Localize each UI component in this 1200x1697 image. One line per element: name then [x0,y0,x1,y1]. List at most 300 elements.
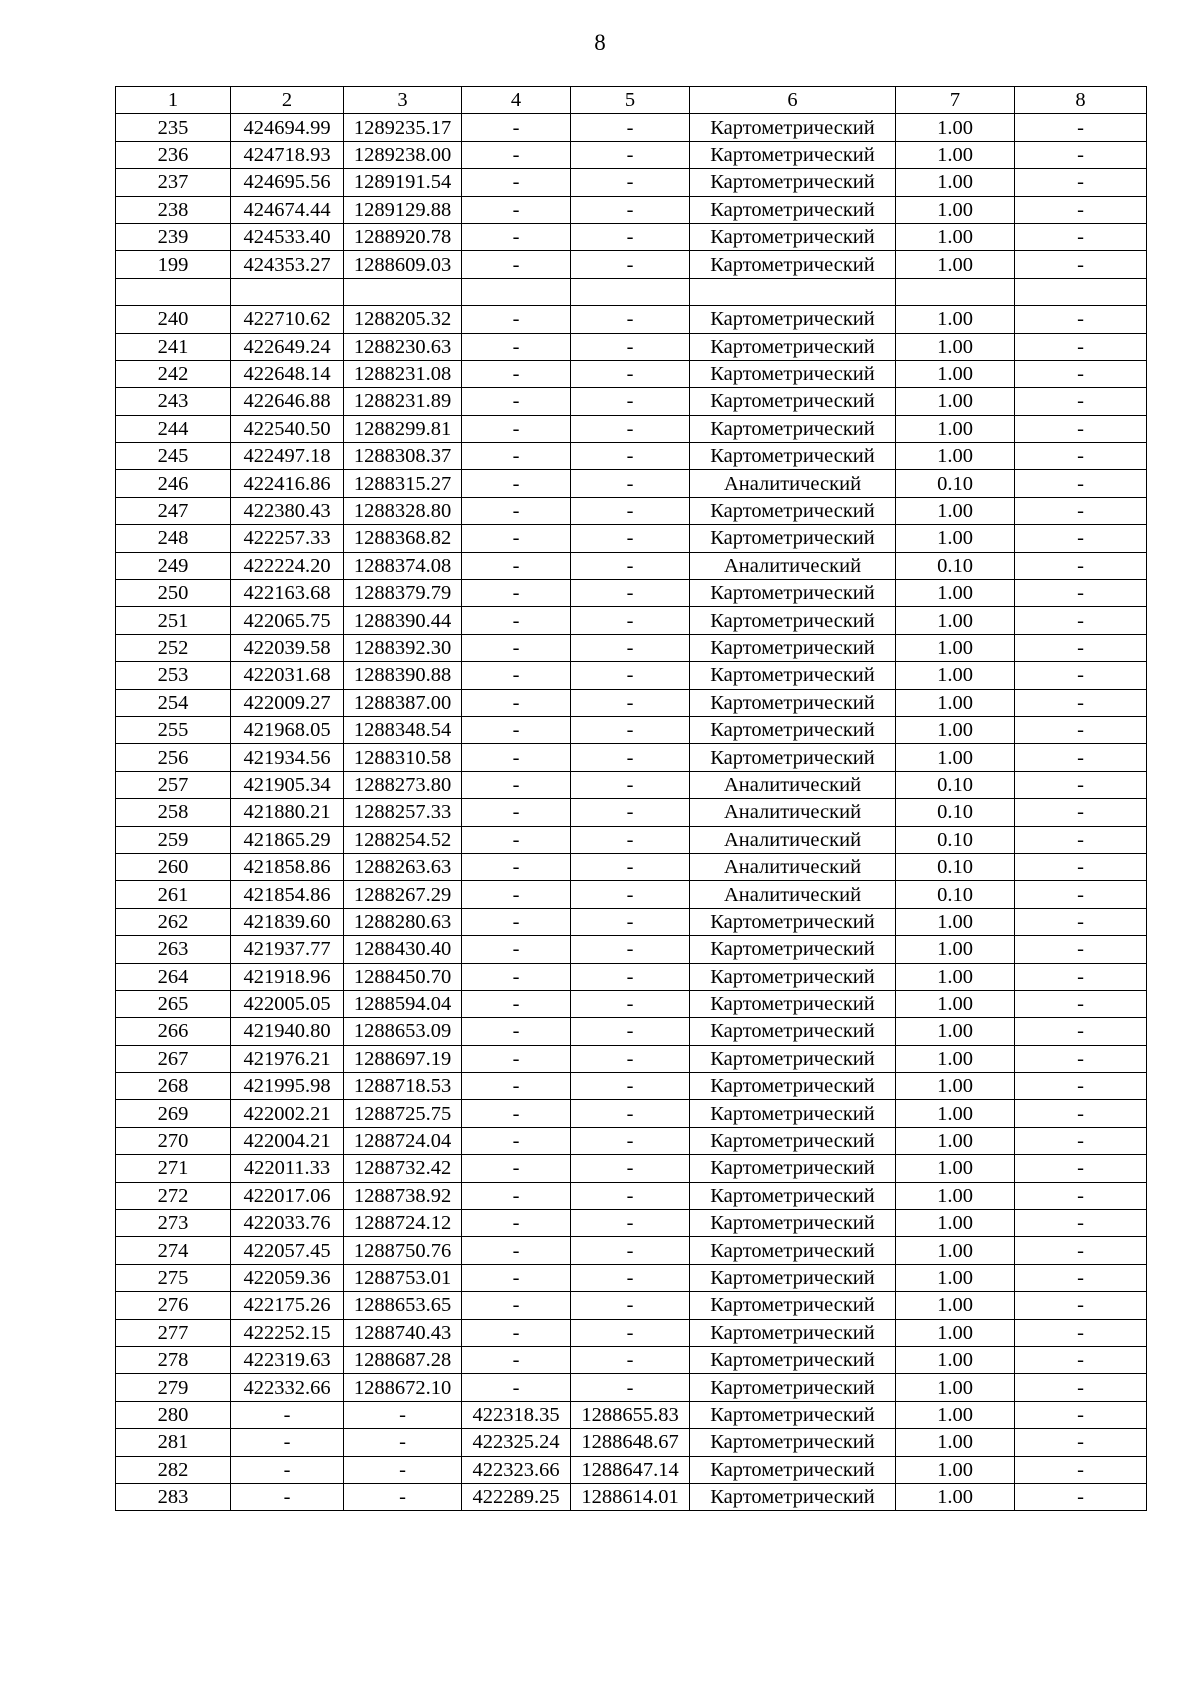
table-cell-col-2: 422257.33 [231,525,344,552]
table-cell-col-5: - [571,196,690,223]
table-cell-col-6: Картометрический [690,689,896,716]
table-cell-col-3: 1288392.30 [344,634,462,661]
table-cell-col-5: - [571,223,690,250]
table-cell-col-2: 422031.68 [231,662,344,689]
table-cell-col-2: 422005.05 [231,990,344,1017]
table-cell-col-8: - [1015,1292,1147,1319]
table-cell-col-4: - [462,716,571,743]
table-row [116,388,1147,415]
table-cell-col-2: 421934.56 [231,744,344,771]
table-cell-col-5: - [571,497,690,524]
table-cell-col-8: - [1015,223,1147,250]
table-cell-col-7: 1.00 [896,580,1015,607]
table-row [116,662,1147,689]
table-cell-col-7: 1.00 [896,223,1015,250]
table-row [116,1292,1147,1319]
table-cell-col-8: - [1015,580,1147,607]
table-cell-col-6: Картометрический [690,580,896,607]
table-cell-col-8 [1015,278,1147,305]
table-cell-col-5: - [571,525,690,552]
table-cell-col-7: 1.00 [896,689,1015,716]
table-cell-col-5: - [571,1155,690,1182]
coordinates-table [115,86,1147,1511]
table-row [116,990,1147,1017]
table-cell-col-2: 421839.60 [231,908,344,935]
table-cell-col-4: - [462,169,571,196]
table-cell-col-3: - [344,1401,462,1428]
table-cell-col-3: - [344,1483,462,1510]
table-cell-col-8: - [1015,1483,1147,1510]
table-cell-col-3: 1288315.27 [344,470,462,497]
table-row [116,607,1147,634]
table-cell-col-7: 1.00 [896,744,1015,771]
table-cell-col-2: 422540.50 [231,415,344,442]
table-cell-col-8: - [1015,1374,1147,1401]
table-cell-col-7: 1.00 [896,1264,1015,1291]
table-cell-col-6: Картометрический [690,306,896,333]
table-cell-col-2: 422649.24 [231,333,344,360]
table-cell-col-4 [462,278,571,305]
table-cell-col-7: 0.10 [896,826,1015,853]
table-cell-col-8: - [1015,1346,1147,1373]
table-row [116,689,1147,716]
header-cell-6: 6 [690,87,896,114]
table-cell-col-2: 421968.05 [231,716,344,743]
table-cell-col-5: - [571,580,690,607]
table-cell-col-3: 1288753.01 [344,1264,462,1291]
table-cell-col-6: Картометрический [690,415,896,442]
table-cell-col-7: 1.00 [896,1292,1015,1319]
table-cell-col-6: Аналитический [690,853,896,880]
table-row [116,360,1147,387]
table-cell-col-7: 1.00 [896,333,1015,360]
table-cell-col-6: Картометрический [690,1319,896,1346]
table-cell-col-8: - [1015,525,1147,552]
table-cell-col-1: 257 [116,771,231,798]
table-cell-col-5: - [571,141,690,168]
table-cell-col-2: 424533.40 [231,223,344,250]
table-cell-col-1: 272 [116,1182,231,1209]
table-cell-col-6: Картометрический [690,1292,896,1319]
table-cell-col-6: Картометрический [690,1237,896,1264]
table-cell-col-3: 1288348.54 [344,716,462,743]
table-cell-col-1: 279 [116,1374,231,1401]
table-cell-col-4: - [462,388,571,415]
table-cell-col-2: 422033.76 [231,1210,344,1237]
table-cell-col-5: - [571,1264,690,1291]
table-row [116,552,1147,579]
header-cell-4: 4 [462,87,571,114]
table-cell-col-1: 258 [116,799,231,826]
table-row [116,223,1147,250]
table-row [116,1100,1147,1127]
table-cell-col-7: 1.00 [896,1429,1015,1456]
table-cell-col-6: Картометрический [690,443,896,470]
table-cell-col-3: 1288732.42 [344,1155,462,1182]
table-cell-col-7: 1.00 [896,990,1015,1017]
header-cell-3: 3 [344,87,462,114]
table-row [116,908,1147,935]
table-cell-col-8: - [1015,497,1147,524]
table-cell-col-7: 1.00 [896,1237,1015,1264]
table-cell-col-3: 1288725.75 [344,1100,462,1127]
table-cell-col-4: - [462,1073,571,1100]
page-number: 8 [594,30,606,55]
header-cell-8: 8 [1015,87,1147,114]
table-cell-col-6: Картометрический [690,990,896,1017]
table-cell-col-8: - [1015,1100,1147,1127]
table-cell-col-1: 253 [116,662,231,689]
table-cell-col-6: Картометрический [690,716,896,743]
table-cell-col-6: Картометрический [690,908,896,935]
table-cell-col-8: - [1015,1210,1147,1237]
table-cell-col-1: 278 [116,1346,231,1373]
table-cell-col-4: - [462,1264,571,1291]
table-cell-col-1: 271 [116,1155,231,1182]
table-cell-col-4: 422325.24 [462,1429,571,1456]
table-cell-col-3: 1288724.12 [344,1210,462,1237]
table-cell-col-1: 265 [116,990,231,1017]
table-cell-col-5: - [571,634,690,661]
table-cell-col-5: - [571,744,690,771]
table-cell-col-5: - [571,716,690,743]
table-cell-col-1: 264 [116,963,231,990]
table-cell-col-8: - [1015,1456,1147,1483]
table-cell-col-2: 422646.88 [231,388,344,415]
table-cell-col-8: - [1015,771,1147,798]
table-cell-col-2: 424695.56 [231,169,344,196]
table-cell-col-6: Картометрический [690,1264,896,1291]
table-cell-col-1: 273 [116,1210,231,1237]
table-cell-col-8: - [1015,1264,1147,1291]
table-row [116,306,1147,333]
table-cell-col-3: 1288310.58 [344,744,462,771]
table-cell-col-8: - [1015,1182,1147,1209]
table-cell-col-1: 247 [116,497,231,524]
table-row [116,1127,1147,1154]
table-cell-col-2: 422057.45 [231,1237,344,1264]
table-cell-col-2: 424353.27 [231,251,344,278]
table-cell-col-6: Картометрический [690,1045,896,1072]
table-cell-col-2: 422175.26 [231,1292,344,1319]
table-cell-col-1: 261 [116,881,231,908]
table-cell-col-3: 1288738.92 [344,1182,462,1209]
table-cell-col-8: - [1015,1319,1147,1346]
table-cell-col-6: Картометрический [690,1018,896,1045]
table-cell-col-3: 1288379.79 [344,580,462,607]
table-cell-col-7: 1.00 [896,360,1015,387]
table-row [116,1018,1147,1045]
table-cell-col-5: - [571,1346,690,1373]
table-cell-col-2: 421880.21 [231,799,344,826]
table-cell-col-5: - [571,662,690,689]
table-cell-col-3: 1288390.88 [344,662,462,689]
table-cell-col-3: 1289191.54 [344,169,462,196]
table-cell-col-2: 422319.63 [231,1346,344,1373]
table-cell-col-3: 1288374.08 [344,552,462,579]
table-cell-col-6: Картометрический [690,1401,896,1428]
table-cell-col-8: - [1015,306,1147,333]
table-cell-col-8: - [1015,826,1147,853]
table-cell-col-5: - [571,936,690,963]
table-cell-col-5: - [571,963,690,990]
table-cell-col-5: - [571,1292,690,1319]
table-cell-col-6: Картометрический [690,333,896,360]
table-cell-col-2: 422011.33 [231,1155,344,1182]
header-cell-1: 1 [116,87,231,114]
table-cell-col-5: - [571,552,690,579]
table-cell-col-6: Картометрический [690,114,896,141]
table-cell-col-8: - [1015,1127,1147,1154]
table-cell-col-6: Аналитический [690,826,896,853]
table-cell-col-7: 1.00 [896,1100,1015,1127]
table-row [116,634,1147,661]
table-row [116,1483,1147,1510]
table-cell-col-6: Картометрический [690,1127,896,1154]
table-cell-col-7: 1.00 [896,1127,1015,1154]
table-cell-col-7: 1.00 [896,1483,1015,1510]
table-row [116,251,1147,278]
table-row [116,1073,1147,1100]
table-cell-col-8: - [1015,799,1147,826]
table-cell-col-4: - [462,744,571,771]
table-cell-col-8: - [1015,1045,1147,1072]
table-cell-col-5: - [571,908,690,935]
table-row [116,525,1147,552]
table-row [116,114,1147,141]
table-row [116,1374,1147,1401]
table-cell-col-6: Картометрический [690,1429,896,1456]
table-cell-col-7: 1.00 [896,388,1015,415]
table-cell-col-7: 1.00 [896,1182,1015,1209]
table-cell-col-8: - [1015,607,1147,634]
table-cell-col-8: - [1015,716,1147,743]
table-cell-col-6: Картометрический [690,1210,896,1237]
table-cell-col-6: Аналитический [690,470,896,497]
table-cell-col-2: 421995.98 [231,1073,344,1100]
table-cell-col-4: - [462,853,571,880]
table-cell-col-4: - [462,799,571,826]
table-cell-col-3: 1289238.00 [344,141,462,168]
table-cell-col-2: 424718.93 [231,141,344,168]
table-cell-col-2: 422416.86 [231,470,344,497]
table-row [116,936,1147,963]
table-cell-col-1: 256 [116,744,231,771]
header-cell-2: 2 [231,87,344,114]
table-cell-col-2: 421858.86 [231,853,344,880]
table-cell-col-5: - [571,388,690,415]
table-cell-col-6: Картометрический [690,963,896,990]
table-cell-col-1: 241 [116,333,231,360]
table-cell-col-6: Аналитический [690,799,896,826]
table-cell-col-6: Картометрический [690,607,896,634]
table-cell-col-5: - [571,771,690,798]
table-cell-col-1: 267 [116,1045,231,1072]
table-cell-col-5: 1288648.67 [571,1429,690,1456]
table-cell-col-3: 1288724.04 [344,1127,462,1154]
table-cell-col-7: 1.00 [896,908,1015,935]
table-cell-col-7: 1.00 [896,251,1015,278]
table-cell-col-4: - [462,443,571,470]
table-cell-col-3: 1288687.28 [344,1346,462,1373]
table-cell-col-8: - [1015,990,1147,1017]
table-cell-col-1: 262 [116,908,231,935]
table-cell-col-4: - [462,1346,571,1373]
table-cell-col-4: - [462,908,571,935]
table-cell-col-4: - [462,1018,571,1045]
table-cell-col-7: 1.00 [896,936,1015,963]
table-cell-col-4: - [462,771,571,798]
table-cell-col-7: 0.10 [896,771,1015,798]
table-cell-col-1: 280 [116,1401,231,1428]
table-cell-col-1: 276 [116,1292,231,1319]
table-cell-col-3: 1288231.89 [344,388,462,415]
table-cell-col-6: Картометрический [690,141,896,168]
table-cell-col-3: 1288653.09 [344,1018,462,1045]
table-cell-col-6: Картометрический [690,1374,896,1401]
table-cell-col-3: - [344,1456,462,1483]
table-cell-col-3: 1288653.65 [344,1292,462,1319]
table-cell-col-6: Аналитический [690,552,896,579]
table-row [116,278,1147,305]
table-cell-col-8: - [1015,936,1147,963]
table-cell-col-5: 1288647.14 [571,1456,690,1483]
table-cell-col-7: 1.00 [896,196,1015,223]
table-cell-col-1: 281 [116,1429,231,1456]
table-cell-col-4: - [462,114,571,141]
table-cell-col-6: Картометрический [690,497,896,524]
table-cell-col-8: - [1015,881,1147,908]
table-cell-col-3: 1288254.52 [344,826,462,853]
table-cell-col-2: 421905.34 [231,771,344,798]
table-cell-col-3: 1288750.76 [344,1237,462,1264]
table-cell-col-6: Картометрический [690,634,896,661]
table-cell-col-4: - [462,1292,571,1319]
table-cell-col-8: - [1015,689,1147,716]
table-cell-col-6: Картометрический [690,196,896,223]
table-cell-col-2: 421918.96 [231,963,344,990]
table-cell-col-5: - [571,251,690,278]
table-cell-col-7: 1.00 [896,497,1015,524]
table-cell-col-5: 1288655.83 [571,1401,690,1428]
table-cell-col-3: 1288430.40 [344,936,462,963]
table-cell-col-2: 422497.18 [231,443,344,470]
table-cell-col-7: 1.00 [896,1319,1015,1346]
table-cell-col-4: - [462,1182,571,1209]
table-cell-col-5: - [571,1374,690,1401]
table-cell-col-1: 237 [116,169,231,196]
table-cell-col-7: 0.10 [896,853,1015,880]
table-row [116,1319,1147,1346]
table-cell-col-2: 422059.36 [231,1264,344,1291]
table-cell-col-8: - [1015,388,1147,415]
table-cell-col-1: 277 [116,1319,231,1346]
table-cell-col-2: 424674.44 [231,196,344,223]
table-cell-col-4: - [462,662,571,689]
table-cell-col-1: 245 [116,443,231,470]
table-cell-col-2: 422017.06 [231,1182,344,1209]
table-cell-col-1: 259 [116,826,231,853]
table-cell-col-7: 1.00 [896,1073,1015,1100]
table-cell-col-7: 1.00 [896,525,1015,552]
table-cell-col-6: Картометрический [690,169,896,196]
table-cell-col-4: 422323.66 [462,1456,571,1483]
table-cell-col-1: 283 [116,1483,231,1510]
table-row [116,1237,1147,1264]
table-cell-col-8: - [1015,744,1147,771]
table-cell-col-2: 421937.77 [231,936,344,963]
table-row [116,881,1147,908]
table-cell-col-2: 422380.43 [231,497,344,524]
table-cell-col-6: Аналитический [690,881,896,908]
table-cell-col-6: Картометрический [690,251,896,278]
table-cell-col-1: 260 [116,853,231,880]
table-cell-col-6: Картометрический [690,662,896,689]
table-cell-col-7: 1.00 [896,1155,1015,1182]
header-row [116,87,1147,114]
table-cell-col-2: 422252.15 [231,1319,344,1346]
table-row [116,716,1147,743]
table-cell-col-8: - [1015,908,1147,935]
table-cell-col-1: 263 [116,936,231,963]
table-cell-col-5: - [571,1319,690,1346]
table-row [116,744,1147,771]
table-cell-col-7 [896,278,1015,305]
table-row [116,1045,1147,1072]
table-cell-col-3: 1289129.88 [344,196,462,223]
table-cell-col-8: - [1015,1155,1147,1182]
table-cell-col-8: - [1015,1401,1147,1428]
table-cell-col-6: Картометрический [690,1182,896,1209]
table-cell-col-2: 421865.29 [231,826,344,853]
table-cell-col-3: 1288718.53 [344,1073,462,1100]
table-cell-col-4: - [462,415,571,442]
table-cell-col-5: - [571,881,690,908]
table-cell-col-2: 422710.62 [231,306,344,333]
table-cell-col-4: - [462,1374,571,1401]
table-cell-col-3: 1288387.00 [344,689,462,716]
table-body [116,87,1147,1511]
table-cell-col-5: - [571,306,690,333]
table-cell-col-5: - [571,1018,690,1045]
table-cell-col-7: 1.00 [896,1456,1015,1483]
table-cell-col-4: - [462,470,571,497]
table-cell-col-3: 1288390.44 [344,607,462,634]
table-cell-col-2: 421976.21 [231,1045,344,1072]
table-cell-col-4: - [462,881,571,908]
table-cell-col-7: 0.10 [896,881,1015,908]
table-cell-col-8: - [1015,662,1147,689]
table-row [116,1182,1147,1209]
table-cell-col-3: 1288257.33 [344,799,462,826]
table-cell-col-3: 1288450.70 [344,963,462,990]
table-cell-col-2: 424694.99 [231,114,344,141]
table-cell-col-5: - [571,169,690,196]
table-cell-col-1: 254 [116,689,231,716]
table-cell-col-1: 266 [116,1018,231,1045]
table-cell-col-7: 1.00 [896,1210,1015,1237]
table-cell-col-2: 422002.21 [231,1100,344,1127]
table-cell-col-8: - [1015,333,1147,360]
table-cell-col-6: Картометрический [690,744,896,771]
table-cell-col-8: - [1015,415,1147,442]
table-cell-col-6: Картометрический [690,1456,896,1483]
table-cell-col-4: - [462,1237,571,1264]
table-cell-col-7: 1.00 [896,963,1015,990]
table-cell-col-5: - [571,114,690,141]
table-cell-col-4: - [462,1155,571,1182]
table-cell-col-5: - [571,607,690,634]
